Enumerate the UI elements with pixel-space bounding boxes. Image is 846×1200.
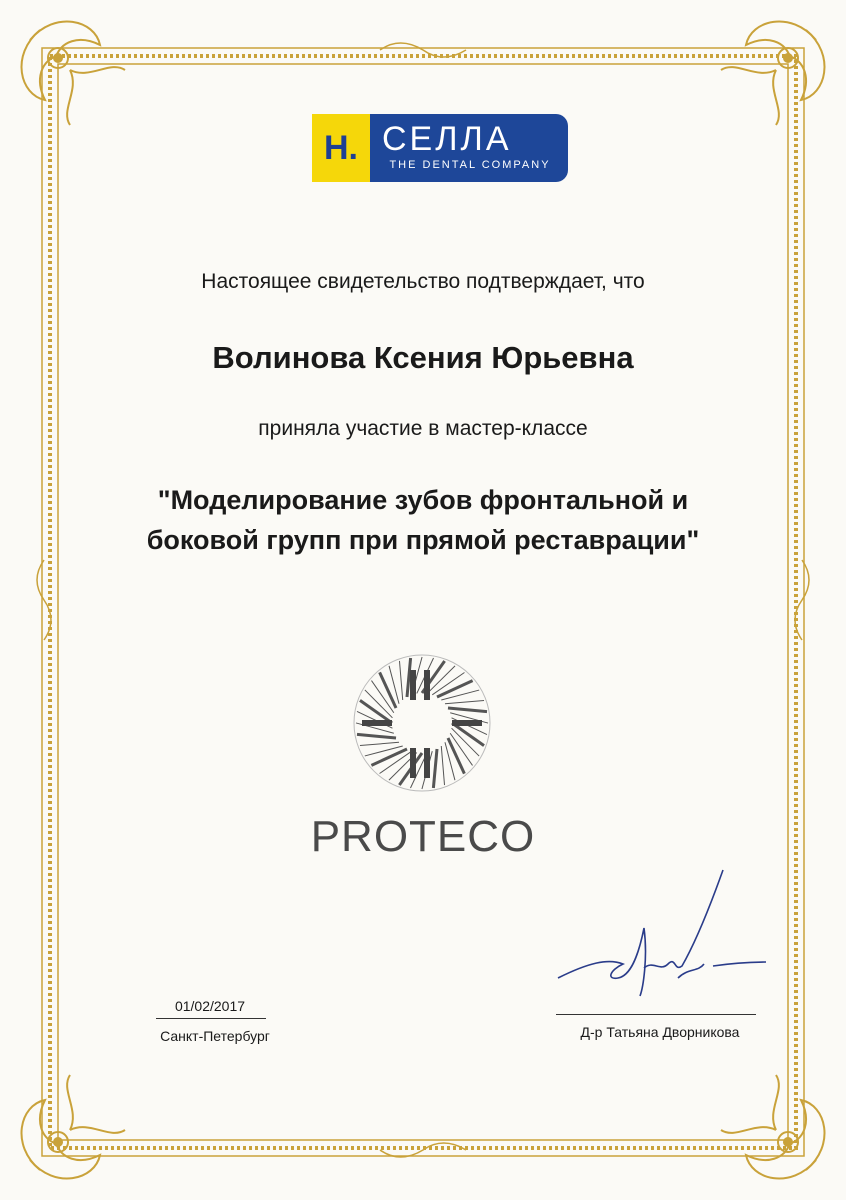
logo-word: СЕЛЛА bbox=[382, 120, 512, 158]
emblem-ray bbox=[399, 661, 402, 700]
logo-word-block bbox=[370, 114, 568, 182]
date-underline bbox=[156, 1018, 266, 1019]
issue-date: 01/02/2017 bbox=[174, 998, 246, 1014]
recipient-name: Волинова Ксения Юрьевна bbox=[212, 340, 634, 375]
course-title bbox=[60, 480, 786, 560]
logo-tagline: THE DENTAL COMPANY bbox=[389, 159, 551, 171]
course-title-line-2: боковой групп при прямой реставрации" bbox=[146, 525, 700, 555]
corner-flourish bbox=[21, 21, 125, 125]
emblem-ray bbox=[360, 742, 399, 745]
logo-letter: Н. bbox=[324, 128, 358, 167]
emblem-ray bbox=[441, 746, 444, 785]
signature-line bbox=[556, 1014, 756, 1015]
emblem-ray bbox=[437, 681, 473, 697]
issue-city: Санкт-Петербург bbox=[160, 1028, 270, 1044]
logo-letter-block bbox=[312, 114, 370, 182]
emblem-ray bbox=[380, 672, 396, 708]
participation-text: приняла участие в мастер-классе bbox=[258, 417, 588, 440]
handwritten-signature bbox=[548, 868, 768, 1008]
certificate-intro: Настоящее свидетельство подтверждает, что bbox=[201, 270, 645, 293]
emblem-ray bbox=[448, 738, 464, 774]
course-title-line-1: "Моделирование зубов фронтальной и bbox=[157, 485, 689, 515]
proteco-wordmark: PROTECO bbox=[310, 812, 536, 861]
emblem-ray bbox=[448, 708, 487, 712]
proteco-emblem-icon bbox=[352, 648, 492, 798]
company-logo bbox=[312, 114, 568, 182]
signer-name: Д-р Татьяна Дворникова bbox=[580, 1024, 740, 1040]
emblem-ray bbox=[433, 749, 437, 788]
emblem-ray bbox=[445, 700, 484, 703]
emblem-ray bbox=[357, 734, 396, 738]
emblem-ray bbox=[371, 749, 407, 765]
